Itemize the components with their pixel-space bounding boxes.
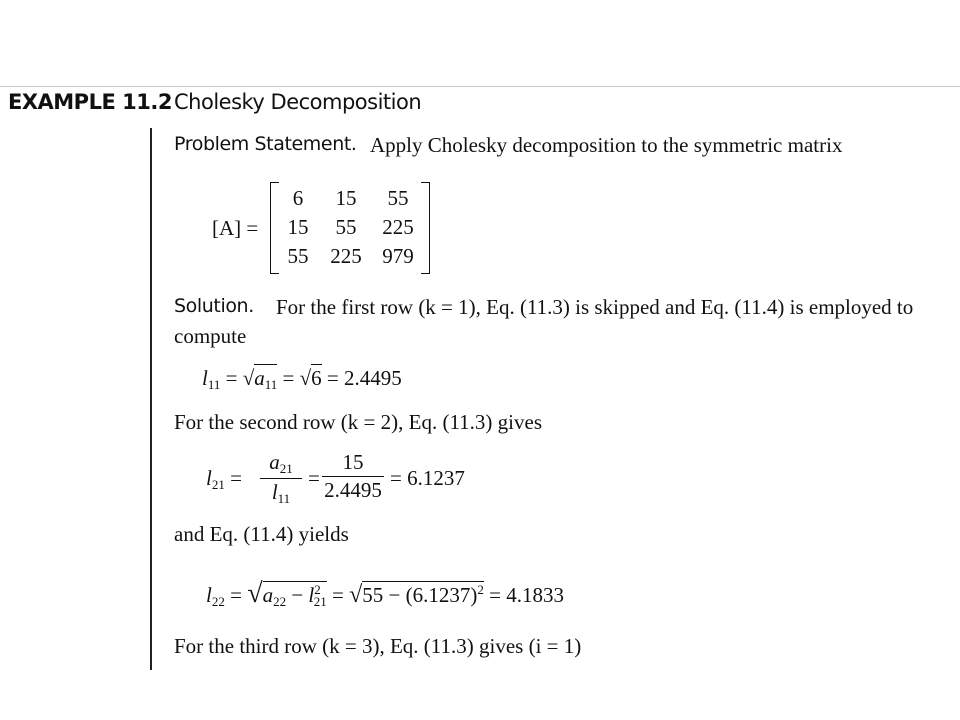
eq-subscript: 22 — [211, 594, 225, 609]
matrix-cell: 55 — [287, 244, 309, 268]
eq-superscript: 2 — [477, 582, 484, 597]
fraction-numerator: 15 — [342, 450, 364, 474]
eq-var: l — [271, 480, 278, 505]
right-bracket — [421, 182, 430, 274]
example-margin-bar — [150, 128, 152, 670]
matrix-cell: 225 — [382, 215, 414, 239]
fraction-line — [322, 476, 384, 477]
fraction-denominator: 2.4495 — [324, 478, 382, 503]
solution-heading: Solution. — [174, 295, 254, 317]
top-rule — [0, 86, 960, 87]
eq-result: = 4.1833 — [489, 583, 564, 607]
third-row-text: For the third row (k = 3), Eq. (11.3) gives (i = 1) — [174, 634, 582, 658]
example-title: Cholesky Decomposition — [174, 90, 422, 114]
equation-l22: $l_{22} = √a_{22} - l^2_{21} = √55 - (6.1237)^2 = 4.1833$ — [206, 578, 564, 609]
problem-text: Apply Cholesky decomposition to the symmetric matrix — [370, 133, 843, 157]
fraction-line — [260, 478, 302, 479]
eq-superscript: 2 — [314, 582, 321, 597]
solution-text-2: compute — [174, 324, 247, 348]
and-eq-text: and Eq. (11.4) yields — [174, 522, 349, 546]
problem-heading: Problem Statement. — [174, 133, 357, 155]
eq-subscript: 21 — [313, 594, 327, 609]
fraction-numeric — [322, 450, 384, 503]
eq-var: a — [254, 366, 265, 390]
matrix-cell: 15 — [335, 186, 357, 210]
matrix-label: [A] = — [212, 216, 259, 240]
fraction-symbolic — [260, 450, 302, 507]
eq-subscript: 22 — [273, 594, 287, 609]
equation-l11: $l_{11} = √a_{11} = √6 = 2.4495$ — [202, 366, 402, 392]
matrix-cell: 55 — [335, 215, 357, 239]
matrix-cell: 979 — [382, 244, 414, 268]
eq-var: l — [202, 366, 208, 390]
second-row-text: For the second row (k = 2), Eq. (11.3) gives — [174, 410, 542, 434]
eq-inner: 55 − (6.1237) — [362, 583, 478, 607]
eq-result: = 6.1237 — [390, 466, 465, 490]
eq-subscript: 21 — [211, 477, 225, 492]
solution-text-1: For the first row (k = 1), Eq. (11.3) is skipped and Eq. (11.4) is employed to — [276, 295, 914, 319]
matrix-cell: 225 — [330, 244, 362, 268]
matrix-cell: 55 — [387, 186, 409, 210]
eq-result: = 2.4495 — [326, 366, 402, 390]
eq-subscript: 11 — [207, 377, 221, 392]
matrix-cell: 15 — [287, 215, 309, 239]
eq-subscript: 11 — [264, 377, 278, 392]
matrix-A — [270, 182, 430, 272]
eq-var: a — [269, 450, 280, 474]
eq-radicand: 6 — [311, 366, 322, 390]
example-label: EXAMPLE 11.2 — [8, 90, 172, 114]
equation-l21-lhs: $l_{21}$ = — [206, 466, 242, 492]
eq-subscript: 21 — [279, 461, 293, 476]
eq-subscript: 11 — [277, 491, 291, 507]
matrix-cell: 6 — [292, 186, 304, 210]
equals-sign: = — [308, 466, 320, 490]
